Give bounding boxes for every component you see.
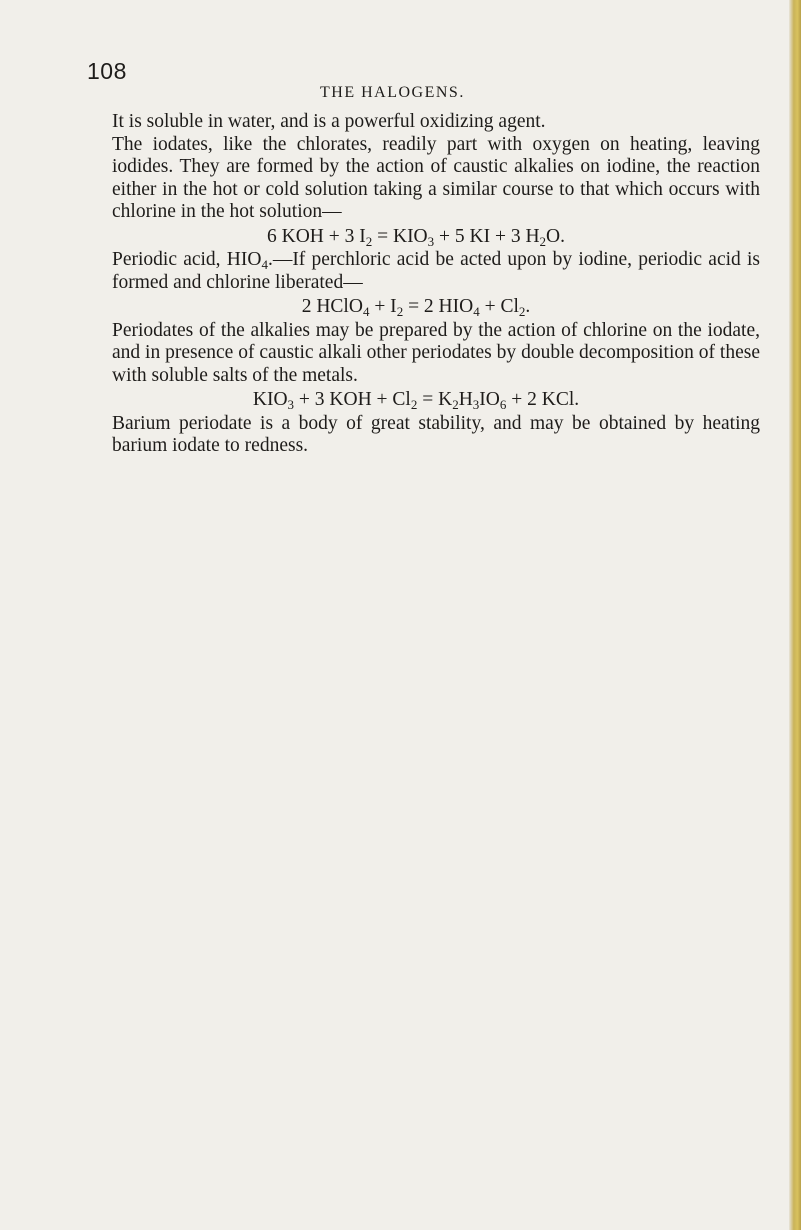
running-head: THE HALOGENS. [320, 84, 465, 101]
paragraph-4: Periodates of the alkalies may be prepared by the action of chlorine on the iodate, and in presence of caustic alkali other periodates by double decomposition of these with soluble salts of the metals. [112, 319, 760, 386]
paragraph-2: The iodates, like the chlorates, readily part with oxygen on heating, leaving iodides. They are formed by the action of caustic alkalies on iodine, the reaction either in the hot or cold solution taking a similar course to that which occurs with chlorine in the hot solution— [112, 133, 760, 222]
page-edge [789, 0, 801, 1230]
body-text [112, 111, 760, 458]
page-number: 108 [87, 58, 127, 84]
paragraph-5: Barium periodate is a body of great stability, and may be obtained by heating barium iodate to redness. [112, 412, 760, 456]
section-heading-periodic-acid: Periodic acid, $HIO_4$ [112, 249, 268, 272]
paragraph-1: It is soluble in water, and is a powerful oxidizing agent. [112, 111, 546, 132]
equation-1: 6 KOH + 3 $I_2 = KIO_3 + 5$ KI + 3 $H_2O$. [266, 225, 566, 249]
equation-2: 2 HClO$_4$ + $I_2 = 2$ $HIO_4 + Cl_2$. [301, 296, 531, 319]
equation-3: $KIO_3 + 3$ KOH + $Cl_2 = K_2H_3IO_6 + 2$ KCl. [252, 389, 580, 412]
paragraph-3: Periodic acid, $HIO_4.—If$ perchloric acid be acted upon by iodine, periodic acid is formed and chlorine liberated— [112, 249, 761, 293]
